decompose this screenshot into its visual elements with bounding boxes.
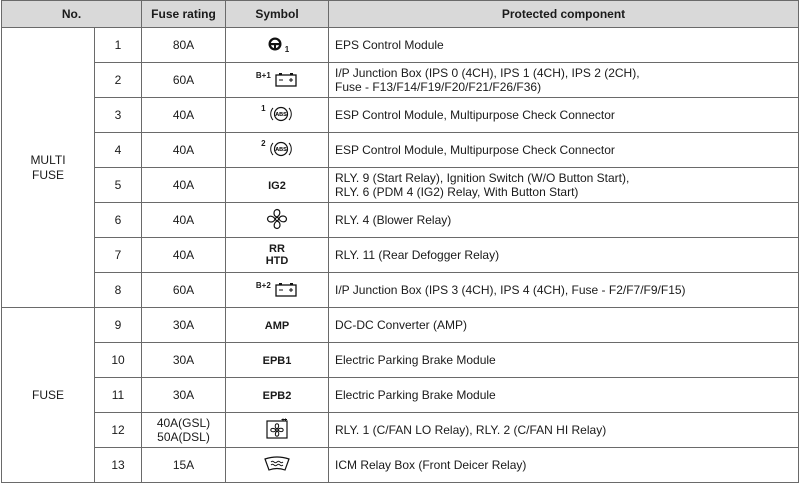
protected-component: ESP Control Module, Multipurpose Check Connector bbox=[329, 133, 799, 168]
fuse-rating: 30A bbox=[142, 308, 226, 343]
group-label-line: FUSE bbox=[31, 167, 64, 182]
fuse-symbol bbox=[226, 238, 329, 273]
fuse-rating: 40A bbox=[142, 238, 226, 273]
fuse-rating bbox=[142, 413, 226, 448]
symbol-text: EPB1 bbox=[262, 355, 292, 367]
protected-component: DC-DC Converter (AMP) bbox=[329, 308, 799, 343]
fuse-symbol bbox=[226, 203, 329, 238]
component-line: RLY. 9 (Start Relay), Ignition Switch (W/O Button Start), bbox=[335, 171, 630, 185]
symbol-prefix: 1 bbox=[261, 103, 266, 113]
steering-wheel-icon bbox=[265, 36, 285, 52]
fuse-number: 1 bbox=[95, 28, 142, 63]
protected-component: RLY. 1 (C/FAN LO Relay), RLY. 2 (C/FAN HI Relay) bbox=[329, 413, 799, 448]
fuse-rating: 40A bbox=[142, 203, 226, 238]
svg-text:ABS: ABS bbox=[275, 146, 287, 153]
fuse-number: 5 bbox=[95, 168, 142, 203]
fuse-number: 12 bbox=[95, 413, 142, 448]
table-row bbox=[2, 168, 799, 203]
table-row bbox=[2, 98, 799, 133]
fuse-rating: 15A bbox=[142, 448, 226, 483]
battery-icon bbox=[274, 281, 298, 297]
fuse-rating: 40A bbox=[142, 133, 226, 168]
table-row bbox=[2, 413, 799, 448]
fuse-rating: 60A bbox=[142, 63, 226, 98]
component-line: I/P Junction Box (IPS 0 (4CH), IPS 1 (4CH), IPS 2 (2CH), bbox=[335, 66, 640, 80]
fuse-number: 13 bbox=[95, 448, 142, 483]
table-row bbox=[2, 448, 799, 483]
fuse-number: 8 bbox=[95, 273, 142, 308]
symbol-text: AMP bbox=[264, 320, 290, 332]
table-row bbox=[2, 378, 799, 413]
symbol-text: IG2 bbox=[268, 180, 286, 192]
fuse-symbol bbox=[226, 343, 329, 378]
protected-component: ESP Control Module, Multipurpose Check Connector bbox=[329, 98, 799, 133]
protected-component: EPS Control Module bbox=[329, 28, 799, 63]
fuse-symbol bbox=[226, 308, 329, 343]
fuse-symbol bbox=[226, 133, 329, 168]
table-row bbox=[2, 133, 799, 168]
fuse-symbol bbox=[226, 168, 329, 203]
header-fuse-rating: Fuse rating bbox=[142, 1, 226, 28]
group-fuse: FUSE bbox=[2, 308, 95, 483]
fuse-symbol bbox=[226, 98, 329, 133]
fuse-symbol bbox=[226, 28, 329, 63]
table-row bbox=[2, 63, 799, 98]
fuse-number: 10 bbox=[95, 343, 142, 378]
protected-component: RLY. 11 (Rear Defogger Relay) bbox=[329, 238, 799, 273]
component-line: Fuse - F13/F14/F19/F20/F21/F26/F36) bbox=[335, 80, 542, 94]
abs-icon bbox=[269, 139, 293, 159]
protected-component: RLY. 4 (Blower Relay) bbox=[329, 203, 799, 238]
deicer-icon bbox=[263, 456, 291, 472]
fuse-symbol bbox=[226, 448, 329, 483]
symbol-text bbox=[266, 243, 289, 267]
fuse-symbol bbox=[226, 63, 329, 98]
symbol-text-line: HTD bbox=[265, 255, 289, 267]
symbol-suffix: 1 bbox=[284, 44, 290, 54]
symbol-text: EPB2 bbox=[262, 390, 292, 402]
fuse-number: 7 bbox=[95, 238, 142, 273]
fuse-rating: 60A bbox=[142, 273, 226, 308]
group-label-line: MULTI bbox=[30, 152, 66, 167]
protected-component bbox=[329, 63, 799, 98]
abs-icon bbox=[269, 104, 293, 124]
protected-component: Electric Parking Brake Module bbox=[329, 343, 799, 378]
fuse-number: 11 bbox=[95, 378, 142, 413]
table-row bbox=[2, 273, 799, 308]
symbol-prefix: B+2 bbox=[255, 280, 271, 290]
group-multi-fuse bbox=[2, 28, 95, 308]
fuse-rating: 30A bbox=[142, 343, 226, 378]
header-protected-component: Protected component bbox=[329, 1, 799, 28]
fuse-symbol bbox=[226, 413, 329, 448]
fuse-rating: 30A bbox=[142, 378, 226, 413]
fuse-number: 9 bbox=[95, 308, 142, 343]
header-no: No. bbox=[2, 1, 142, 28]
radiator-fan-icon bbox=[264, 418, 290, 440]
header-symbol: Symbol bbox=[226, 1, 329, 28]
fuse-table bbox=[1, 0, 799, 483]
fuse-rating: 40A bbox=[142, 168, 226, 203]
rating-line: 40A(GSL) bbox=[156, 416, 211, 430]
table-row bbox=[2, 238, 799, 273]
protected-component: Electric Parking Brake Module bbox=[329, 378, 799, 413]
component-line: RLY. 6 (PDM 4 (IG2) Relay, With Button Start) bbox=[335, 185, 579, 199]
fan-icon bbox=[265, 207, 289, 231]
fuse-number: 6 bbox=[95, 203, 142, 238]
rating-line: 50A(DSL) bbox=[157, 430, 210, 444]
svg-text:ABS: ABS bbox=[275, 111, 287, 118]
table-row bbox=[2, 203, 799, 238]
fuse-number: 4 bbox=[95, 133, 142, 168]
fuse-symbol bbox=[226, 378, 329, 413]
protected-component: ICM Relay Box (Front Deicer Relay) bbox=[329, 448, 799, 483]
fuse-rating: 40A bbox=[142, 98, 226, 133]
fuse-number: 3 bbox=[95, 98, 142, 133]
symbol-prefix: B+1 bbox=[255, 70, 271, 80]
fuse-number: 2 bbox=[95, 63, 142, 98]
protected-component: I/P Junction Box (IPS 3 (4CH), IPS 4 (4CH), Fuse - F2/F7/F9/F15) bbox=[329, 273, 799, 308]
table-row bbox=[2, 343, 799, 378]
fuse-symbol bbox=[226, 273, 329, 308]
symbol-prefix: 2 bbox=[261, 138, 266, 148]
table-row bbox=[2, 308, 799, 343]
table-row bbox=[2, 28, 799, 63]
symbol-text-line: RR bbox=[269, 243, 285, 255]
battery-icon bbox=[274, 71, 298, 87]
protected-component bbox=[329, 168, 799, 203]
header-row bbox=[2, 1, 799, 28]
fuse-rating: 80A bbox=[142, 28, 226, 63]
